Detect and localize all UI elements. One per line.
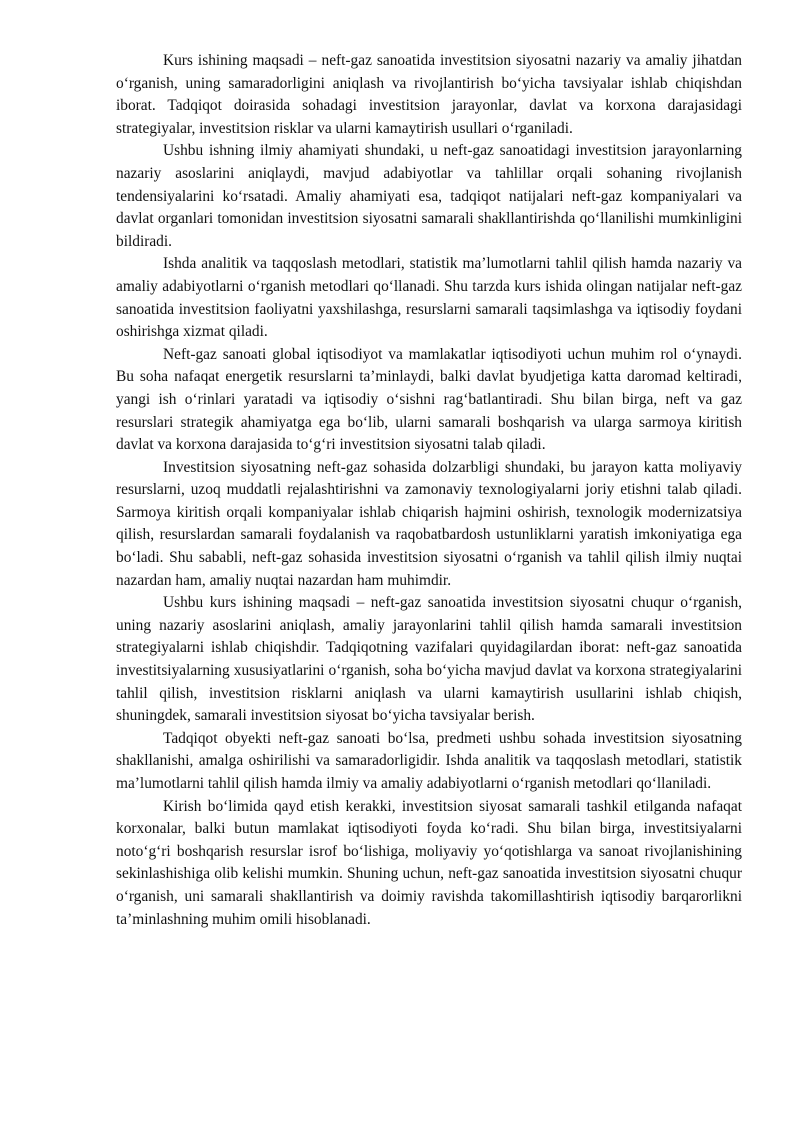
document-page — [116, 50, 742, 931]
paragraph-3-methods: Ishda analitik va taqqoslash metodlari, statistik ma’lumotlarni tahlil qilish hamda nazariy va amaliy adabiyotlarni o‘rganish metodlari qo‘llanadi. Shu tarzda kurs ishida olingan natijalar neft-gaz sanoatida investitsion faoliyatni yaxshilashga, resurslarni samarali taqsimlashga va iqtisodiy foydani oshirishga xizmat qiladi. — [116, 255, 742, 341]
paragraph-2-significance: Ushbu ishning ilmiy ahamiyati shundaki, u neft-gaz sanoatidagi investitsion jarayonlarning nazariy asoslarini aniqlaydi, mavjud adabiyotlar va tahlillar orqali sohaning rivojlanish tendensiyalarini ko‘rsatadi. Amaliy ahamiyati esa, tadqiqot natijalari neft-gaz kompaniyalari va davlat organlari tomonidan investitsion siyosatni samarali shakllantirishda qo‘llanilishi mumkinligini bildiradi. — [116, 142, 742, 250]
paragraph-5-relevance: Investitsion siyosatning neft-gaz sohasida dolzarbligi shundaki, bu jarayon katta moliyaviy resurslarni, uzoq muddatli rejalashtirishni va zamonaviy texnologiyalarni joriy etishni talab qiladi. Sarmoya kiritish orqali kompaniyalar ishlab chiqarish hajmini oshirish, texnologik modernizatsiya qilish, resurslardan samarali foydalanish va raqobatbardosh ustunliklarni yaratish imkoniyatiga ega bo‘ladi. Shu sababli, neft-gaz sohasida investitsion siyosatni o‘rganish va tahlil qilish ilmiy nuqtai nazardan ham, amaliy nuqtai nazardan ham muhimdir. — [116, 458, 742, 589]
paragraph-6-objectives: Ushbu kurs ishining maqsadi – neft-gaz sanoatida investitsion siyosatni chuqur o‘rganish, uning nazariy asoslarini aniqlash, amaliy jarayonlarini tahlil qilish hamda samarali investitsion strategiyalarni ishlab chiqishdir. Tadqiqotning vazifalari quyidagilardan iborat: neft-gaz sanoatida investitsiyalarning xususiyatlarini o‘rganish, soha bo‘yicha mavjud davlat va korxona strategiyalarini tahlil qilish, investitsion risklarni aniqlash va ularni kamaytirish usullarini ishlab chiqish, shuningdek, samarali investitsion siyosat bo‘yicha tavsiyalar berish. — [116, 594, 742, 725]
paragraph-1-course-goal: Kurs ishining maqsadi – neft-gaz sanoatida investitsion siyosatni nazariy va amaliy jihatdan o‘rganish, uning samaradorligini aniqlash va rivojlantirish bo‘yicha tavsiyalar ishlab chiqishdan iborat. Tadqiqot doirasida sohadagi investitsion jarayonlar, davlat va korxona darajasidagi strategiyalar, investitsion risklar va ularni kamaytirish usullari o‘rganiladi. — [116, 52, 742, 137]
paragraph-8-introduction-note: Kirish bo‘limida qayd etish kerakki, investitsion siyosat samarali tashkil etilganda nafaqat korxonalar, balki butun mamlakat iqtisodiyoti foyda ko‘radi. Shu bilan birga, investitsiyalarni noto‘g‘ri boshqarish resurslar isrof bo‘lishiga, moliyaviy yo‘qotishlarga va sanoat rivojlanishining sekinlashishiga olib kelishi mumkin. Shuning uchun, neft-gaz sanoatida investitsion siyosatni chuqur o‘rganish, uni samarali shakllantirish va doimiy ravishda takomillashtirish iqtisodiy barqarorlikni ta’minlashning muhim omili hisoblanadi. — [116, 797, 742, 928]
paragraph-4-oil-gas-role: Neft-gaz sanoati global iqtisodiyot va mamlakatlar iqtisodiyoti uchun muhim rol o‘ynaydi. Bu soha nafaqat energetik resurslarni ta’minlaydi, balki davlat byudjetiga katta daromad keltiradi, yangi ish o‘rinlari yaratadi va iqtisodiy o‘sishni rag‘batlantiradi. Shu bilan birga, neft va gaz resurslari strategik ahamiyatga ega bo‘lib, ularni samarali boshqarish va ularga sarmoya kiritish davlat va korxona darajasida to‘g‘ri investitsion siyosatni talab qiladi. — [116, 345, 742, 454]
paragraph-7-object-subject: Tadqiqot obyekti neft-gaz sanoati bo‘lsa, predmeti ushbu sohada investitsion siyosatning shakllanishi, amalga oshirilishi va samaradorligidir. Ishda analitik va taqqoslash metodlari, statistik ma’lumotlarni tahlil qilish hamda ilmiy va amaliy adabiyotlarni o‘rganish metodlari qo‘llaniladi. — [116, 729, 742, 792]
